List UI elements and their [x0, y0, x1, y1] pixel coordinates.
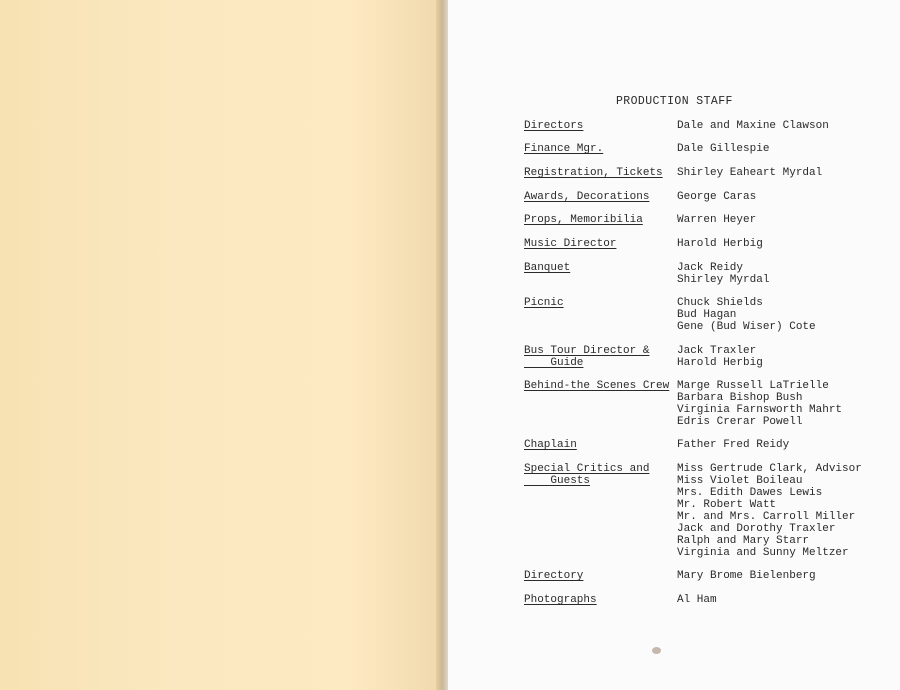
staff-names [677, 167, 877, 179]
staff-role: Registration, Tickets [524, 167, 663, 179]
staff-name: Miss Gertrude Clark, Advisor [677, 463, 862, 475]
staff-names [677, 439, 877, 451]
staff-names [677, 570, 877, 582]
staff-role: Awards, Decorations [524, 191, 650, 203]
staff-role: Finance Mgr. [524, 143, 604, 155]
staff-names [677, 297, 877, 333]
staff-name: Shirley Myrdal [677, 274, 770, 286]
staff-names [677, 463, 877, 559]
staff-name: Jack and Dorothy Traxler [677, 523, 836, 535]
staff-name: Harold Herbig [677, 357, 763, 369]
staff-role: Props, Memoribilia [524, 214, 643, 226]
staff-name: Marge Russell LaTrielle [677, 380, 829, 392]
staff-name: Shirley Eaheart Myrdal [677, 167, 823, 179]
left-page-blank [0, 0, 440, 690]
staff-name: Al Ham [677, 594, 717, 606]
staff-name: Gene (Bud Wiser) Cote [677, 321, 816, 333]
staff-name: Virginia Farnsworth Mahrt [677, 404, 843, 416]
staff-names [677, 380, 877, 428]
staff-name: George Caras [677, 191, 757, 203]
staff-name: Mr. Robert Watt [677, 499, 777, 511]
staff-names [677, 143, 877, 155]
staff-name: Barbara Bishop Bush [677, 392, 803, 404]
paper-smudge [652, 647, 661, 654]
staff-name: Mr. and Mrs. Carroll Miller [677, 511, 856, 523]
staff-role: Chaplain [524, 439, 577, 451]
staff-role: Special Critics and Guests [524, 463, 650, 487]
staff-names [677, 262, 877, 286]
staff-role: Directory [524, 570, 584, 582]
staff-role: Picnic [524, 297, 564, 309]
staff-role: Behind-the Scenes Crew [524, 380, 670, 392]
staff-names [677, 594, 877, 606]
staff-name: Chuck Shields [677, 297, 763, 309]
staff-name: Jack Traxler [677, 345, 757, 357]
staff-name: Mary Brome Bielenberg [677, 570, 816, 582]
staff-name: Mrs. Edith Dawes Lewis [677, 487, 823, 499]
staff-name: Dale Gillespie [677, 143, 770, 155]
staff-names [677, 238, 877, 250]
staff-role: Banquet [524, 262, 571, 274]
staff-role: Music Director [524, 238, 617, 250]
staff-names [677, 191, 877, 203]
staff-names [677, 120, 877, 132]
staff-name: Edris Crerar Powell [677, 416, 803, 428]
staff-role: Bus Tour Director & Guide [524, 345, 650, 369]
staff-name: Jack Reidy [677, 262, 744, 274]
staff-role: Photographs [524, 594, 597, 606]
staff-name: Ralph and Mary Starr [677, 535, 810, 547]
staff-name: Miss Violet Boileau [677, 475, 803, 487]
staff-names [677, 214, 877, 226]
staff-name: Warren Heyer [677, 214, 757, 226]
page-heading: PRODUCTION STAFF [616, 95, 733, 108]
staff-names [677, 345, 877, 369]
staff-name: Bud Hagan [677, 309, 737, 321]
staff-name: Dale and Maxine Clawson [677, 120, 829, 132]
staff-name: Harold Herbig [677, 238, 763, 250]
staff-name: Father Fred Reidy [677, 439, 790, 451]
staff-name: Virginia and Sunny Meltzer [677, 547, 849, 559]
staff-role: Directors [524, 120, 584, 132]
